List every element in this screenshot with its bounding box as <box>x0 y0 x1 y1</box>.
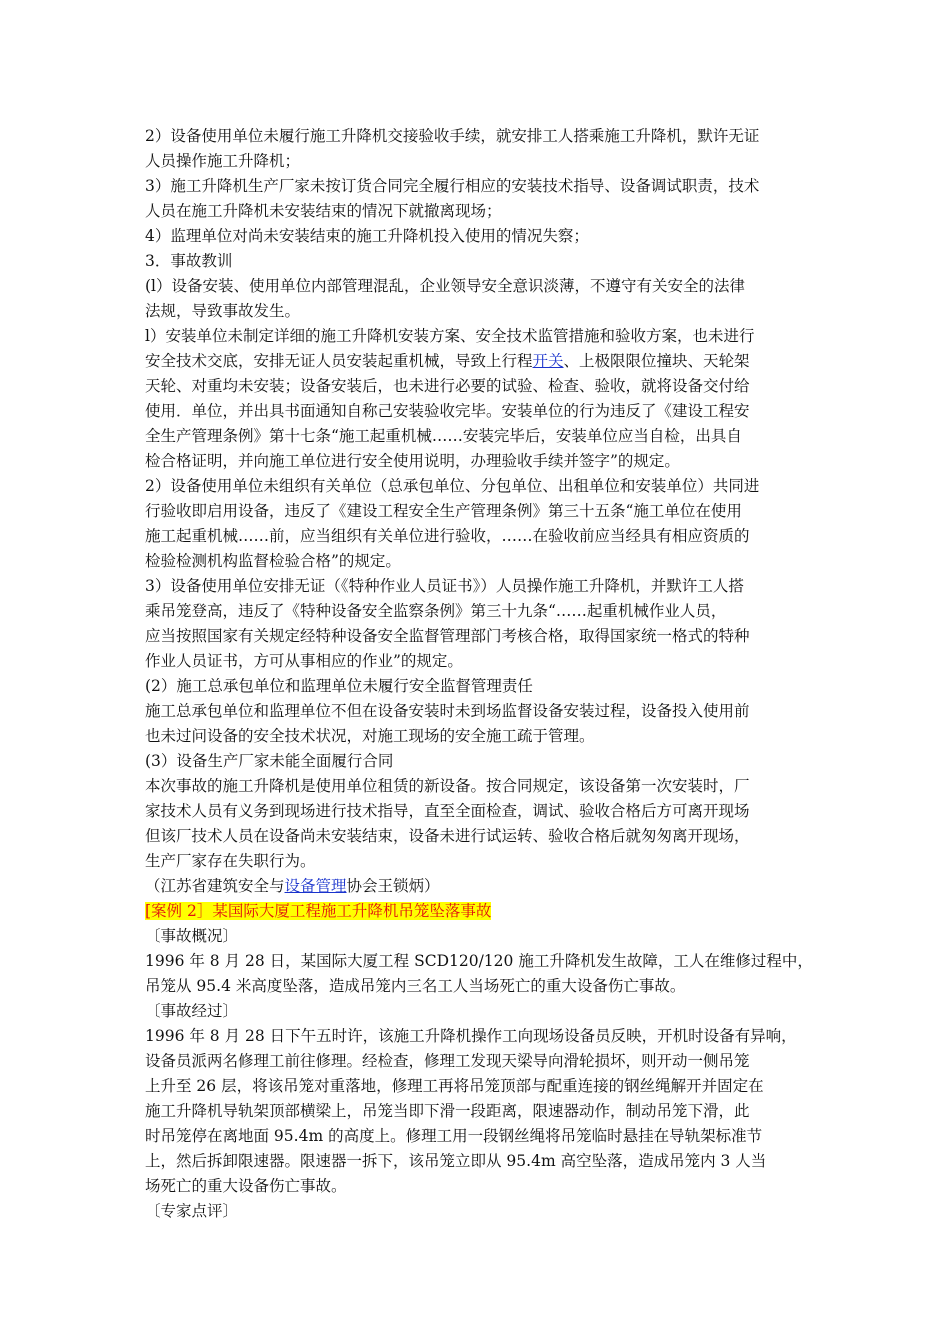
text-line: 检验检测机构监督检验合格”的规定。 <box>145 552 401 570</box>
paragraph <box>145 699 815 749</box>
text-line: (3）设备生产厂家未能全面履行合同 <box>145 752 394 770</box>
paragraph <box>145 949 815 999</box>
paragraph <box>145 274 815 324</box>
text-line: 3）施工升降机生产厂家未按订货合同完全履行相应的安装技术指导、设备调试职责，技术 <box>145 177 760 195</box>
text-line: 应当按照国家有关规定经特种设备安全监督管理部门考核合格，取得国家统一格式的特种 <box>145 627 750 645</box>
paragraph <box>145 999 815 1024</box>
text-line: 场死亡的重大设备伤亡事故。 <box>145 1177 347 1195</box>
text-segment: 协会王锁炳） <box>346 877 440 895</box>
text-line: 吊笼从 95.4 米高度坠落，造成吊笼内三名工人当场死亡的重大设备伤亡事故。 <box>145 977 686 995</box>
text-line <box>145 374 815 399</box>
text-line: 〔事故经过〕 <box>145 1002 239 1020</box>
text-line <box>145 424 815 449</box>
paragraph <box>145 674 815 699</box>
text-segment: （江苏省建筑安全与 <box>145 877 285 895</box>
text-line: 〔事故概况〕 <box>145 927 239 945</box>
text-segment: 安全技术交底，安排无证人员安装起重机械，导致上行程 <box>145 352 533 370</box>
hyperlink[interactable]: 设备管理 <box>284 877 347 895</box>
text-segment: 天轮、对重均未安装；设备安装后，也未进行必要的试验、检查、验收，就将设备交付给 <box>145 377 750 395</box>
text-segment: 全生产管理条例》第十七条“施工起重机械……安装完毕后，安装单位应当自检，出具自 <box>145 427 742 445</box>
text-line <box>145 349 815 374</box>
paragraph <box>145 1024 815 1199</box>
text-segment: 检合格证明，并向施工单位进行安全使用说明，办理验收手续并签字”的规定。 <box>145 452 680 470</box>
text-line: 2）设备使用单位未组织有关单位（总承包单位、分包单位、出租单位和安装单位）共同进 <box>145 477 760 495</box>
paragraph <box>145 174 815 224</box>
text-line: 人员在施工升降机未安装结束的情况下就撤离现场； <box>145 202 502 220</box>
text-line: 施工起重机械……前，应当组织有关单位进行验收，……在验收前应当经具有相应资质的 <box>145 527 750 545</box>
paragraph <box>145 574 815 674</box>
text-line: 1996 年 8 月 28 日下午五时许，该施工升降机操作工向现场设备员反映，开机时设备有异响， <box>145 1027 797 1045</box>
text-line: 上，然后拆卸限速器。限速器一拆下，该吊笼立即从 95.4m 高空坠落，造成吊笼内 3 人当 <box>145 1152 767 1170</box>
paragraph <box>145 249 815 274</box>
text-line: 本次事故的施工升降机是使用单位租赁的新设备。按合同规定，该设备第一次安装时，厂 <box>145 777 750 795</box>
text-line: 施工总承包单位和监理单位不但在设备安装时未到场监督设备安装过程，设备投入使用前 <box>145 702 750 720</box>
paragraph <box>145 1199 815 1224</box>
text-segment: 使用．单位，并出具书面通知自称己安装验收完毕。安装单位的行为违反了《建设工程安 <box>145 402 750 420</box>
text-line: 法规，导致事故发生。 <box>145 302 301 320</box>
paragraph <box>145 224 815 249</box>
text-line: 1996 年 8 月 28 日，某国际大厦工程 SCD120/120 施工升降机发生故障，工人在维修过程中， <box>145 952 813 970</box>
text-line: 上升至 26 层，将该吊笼对重落地，修理工再将吊笼顶部与配重连接的钢丝绳解开并固定在 <box>145 1077 764 1095</box>
text-line <box>145 874 815 899</box>
text-line: 作业人员证书，方可从事相应的作业”的规定。 <box>145 652 463 670</box>
text-line: 行验收即启用设备，违反了《建设工程安全生产管理条例》第三十五条“施工单位在使用 <box>145 502 742 520</box>
text-segment: 、上极限限位撞块、天轮架 <box>563 352 750 370</box>
text-line: 〔专家点评〕 <box>145 1202 239 1220</box>
text-line <box>145 899 815 924</box>
paragraph <box>145 749 815 774</box>
text-line: (l）设备安装、使用单位内部管理混乱，企业领导安全意识淡薄，不遵守有关安全的法律 <box>145 277 746 295</box>
text-line: 时吊笼停在离地面 95.4m 的高度上。修理工用一段钢丝绳将吊笼临时悬挂在导轨架标准节 <box>145 1127 763 1145</box>
text-line <box>145 324 815 349</box>
text-line: (2）施工总承包单位和监理单位未履行安全监督管理责任 <box>145 677 533 695</box>
document-body <box>145 124 815 1224</box>
paragraph <box>145 324 815 474</box>
paragraph <box>145 874 815 899</box>
highlighted-heading: [案例 2］某国际大厦工程施工升降机吊笼坠落事故 <box>145 902 492 920</box>
case-heading <box>145 899 815 924</box>
paragraph <box>145 924 815 949</box>
paragraph <box>145 774 815 874</box>
text-line: 乘吊笼登高，违反了《特种设备安全监察条例》第三十九条“……起重机械作业人员， <box>145 602 727 620</box>
text-line: 4）监理单位对尚未安装结束的施工升降机投入使用的情况失察； <box>145 227 589 245</box>
text-line: 但该厂技术人员在设备尚未安装结束，设备未进行试运转、验收合格后就匆匆离开现场， <box>145 827 750 845</box>
text-line: 2）设备使用单位未履行施工升降机交接验收手续，就安排工人搭乘施工升降机，默许无证 <box>145 127 760 145</box>
hyperlink[interactable]: 开关 <box>532 352 564 370</box>
text-line: 3．事故教训 <box>145 252 233 270</box>
text-line: 人员操作施工升降机； <box>145 152 301 170</box>
paragraph <box>145 474 815 574</box>
text-line: 家技术人员有义务到现场进行技术指导，直至全面检查，调试、验收合格后方可离开现场 <box>145 802 750 820</box>
text-line <box>145 449 815 474</box>
text-line: 施工升降机导轨架顶部横梁上，吊笼当即下滑一段距离，限速器动作，制动吊笼下滑，此 <box>145 1102 750 1120</box>
text-line <box>145 399 815 424</box>
text-line: 也未过问设备的安全技术状况，对施工现场的安全施工疏于管理。 <box>145 727 595 745</box>
text-line: 设备员派两名修理工前往修理。经检查，修理工发现天梁导向滑轮损坏，则开动一侧吊笼 <box>145 1052 750 1070</box>
text-line: 生产厂家存在失职行为。 <box>145 852 316 870</box>
paragraph <box>145 124 815 174</box>
text-line: 3）设备使用单位安排无证（《特种作业人员证书》）人员操作施工升降机，并默许工人搭 <box>145 577 744 595</box>
text-segment: l）安装单位未制定详细的施工升降机安装方案、安全技术监管措施和验收方案，也未进行 <box>145 327 755 345</box>
